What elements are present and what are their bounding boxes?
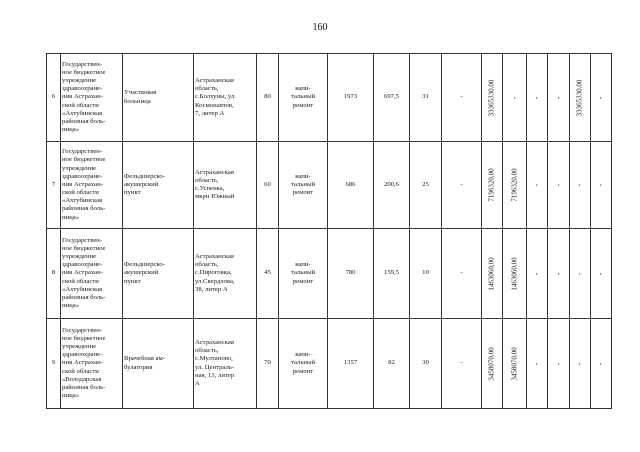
page-number: 160: [312, 22, 328, 33]
amount-text: -: [510, 96, 519, 99]
address-cell: Астраханская область, с.Мултаново, ул. Централь- ная, 13, литер А: [194, 319, 257, 409]
organization-cell: Государствен- ное бюджетное учреждение здравоохране- ния Астрахан- ской области «Ахтубинская районная боль- ница»: [61, 54, 123, 142]
amount-text: -: [554, 272, 563, 275]
object-cell: Врачебная ам- булатория: [123, 319, 194, 409]
address-cell: Астраханская область, с.Успенка, мкрн Южный: [194, 142, 257, 229]
amount-text: -: [532, 183, 541, 187]
work-type-cell: капи- тальный ремонт: [279, 319, 328, 409]
amount-cell-c14: [548, 54, 570, 142]
amount-cell-c16: [591, 319, 612, 409]
amount-text: -: [554, 96, 563, 99]
amount-text: 7196320,00: [510, 168, 519, 202]
amount-text: 3458070,00: [487, 346, 496, 381]
address-cell: Астраханская область, с.Пироговка, ул.Свердлова, 38, литер А: [194, 229, 257, 319]
work-type-cell: капи- тальный ремонт: [279, 142, 328, 229]
value-cell-c10: -: [442, 54, 482, 142]
amount-text: 7196320,00: [487, 168, 496, 202]
amount-cell-c11: [482, 142, 503, 229]
object-cell: Фельдшерско- акушерский пункт: [123, 229, 194, 319]
capacity-cell: 45: [257, 229, 279, 319]
amount-cell-c15: [570, 142, 591, 229]
capacity-cell: 80: [257, 54, 279, 142]
row-number: 8: [47, 229, 61, 319]
capacity-cell: 70: [257, 319, 279, 409]
wear-cell: 25: [410, 142, 442, 229]
amount-text: -: [532, 272, 541, 275]
amount-cell-c14: [548, 142, 570, 229]
table-row: [47, 142, 612, 229]
year-cell: 1357: [328, 319, 374, 409]
amount-text: -: [575, 183, 584, 187]
amount-cell-c11: [482, 229, 503, 319]
wear-cell: 31: [410, 54, 442, 142]
year-cell: 1973: [328, 54, 374, 142]
amount-text: -: [575, 362, 584, 365]
capacity-cell: 60: [257, 142, 279, 229]
amount-text: 33365330,00: [487, 79, 496, 116]
amount-cell-c15: [570, 319, 591, 409]
organization-cell: Государствен- ное бюджетное учреждение здравоохране- ния Астрахан- ской области «Володарская районная боль- ница»: [61, 319, 123, 409]
work-type-cell: капи- тальный ремонт: [279, 54, 328, 142]
value-cell-c10: -: [442, 229, 482, 319]
amount-cell-c16: [591, 54, 612, 142]
area-cell: 159,5: [374, 229, 410, 319]
row-number: 9: [47, 319, 61, 409]
amount-text: -: [554, 362, 563, 365]
amount-text: -: [596, 96, 605, 99]
value-cell-c10: -: [442, 142, 482, 229]
amount-cell-c13: [527, 229, 548, 319]
amount-cell-c12: [503, 142, 527, 229]
amount-cell-c11: [482, 54, 503, 142]
table-row: [47, 319, 612, 409]
wear-cell: 10: [410, 229, 442, 319]
amount-cell-c13: [527, 54, 548, 142]
year-cell: 686: [328, 142, 374, 229]
amount-text: 3458070,00: [510, 346, 519, 381]
amount-text: -: [596, 362, 605, 365]
amount-text: 1463060,00: [510, 256, 519, 291]
table-row: [47, 229, 612, 319]
amount-cell-c16: [591, 229, 612, 319]
amount-cell-c12: [503, 319, 527, 409]
amount-cell-c13: [527, 319, 548, 409]
object-cell: Участковая больница: [123, 54, 194, 142]
amount-cell-c15: [570, 54, 591, 142]
amount-text: -: [532, 96, 541, 99]
value-cell-c10: -: [442, 319, 482, 409]
amount-text: 1463060,00: [487, 256, 496, 291]
year-cell: 780: [328, 229, 374, 319]
amount-text: -: [554, 183, 563, 187]
amount-cell-c11: [482, 319, 503, 409]
amount-cell-c13: [527, 142, 548, 229]
organization-cell: Государствен- ное бюджетное учреждение здравоохране- ния Астрахан- ской области «Ахтубинская районная боль- ница»: [61, 229, 123, 319]
wear-cell: 30: [410, 319, 442, 409]
row-number: 6: [47, 54, 61, 142]
amount-cell-c12: [503, 54, 527, 142]
amount-text: -: [532, 362, 541, 365]
address-cell: Астраханская область, с.Болхуны, ул. Космонавтов, 7, литер А: [194, 54, 257, 142]
row-number: 7: [47, 142, 61, 229]
object-cell: Фельдшерско- акушерский пункт: [123, 142, 194, 229]
amount-cell-c15: [570, 229, 591, 319]
amount-cell-c16: [591, 142, 612, 229]
amount-text: -: [596, 272, 605, 275]
amount-cell-c14: [548, 229, 570, 319]
amount-text: -: [575, 272, 584, 275]
organization-cell: Государствен- ное бюджетное учреждение здравоохране- ния Астрахан- ской области «Ахтубинская районная боль- ница»: [61, 142, 123, 229]
area-cell: 200,6: [374, 142, 410, 229]
table-row: [47, 54, 612, 142]
amount-cell-c14: [548, 319, 570, 409]
amount-cell-c12: [503, 229, 527, 319]
facilities-table: [46, 53, 612, 409]
amount-text: 33365330,00: [575, 79, 584, 116]
area-cell: 82: [374, 319, 410, 409]
work-type-cell: капи- тальный ремонт: [279, 229, 328, 319]
amount-text: -: [596, 183, 605, 187]
area-cell: 697,5: [374, 54, 410, 142]
